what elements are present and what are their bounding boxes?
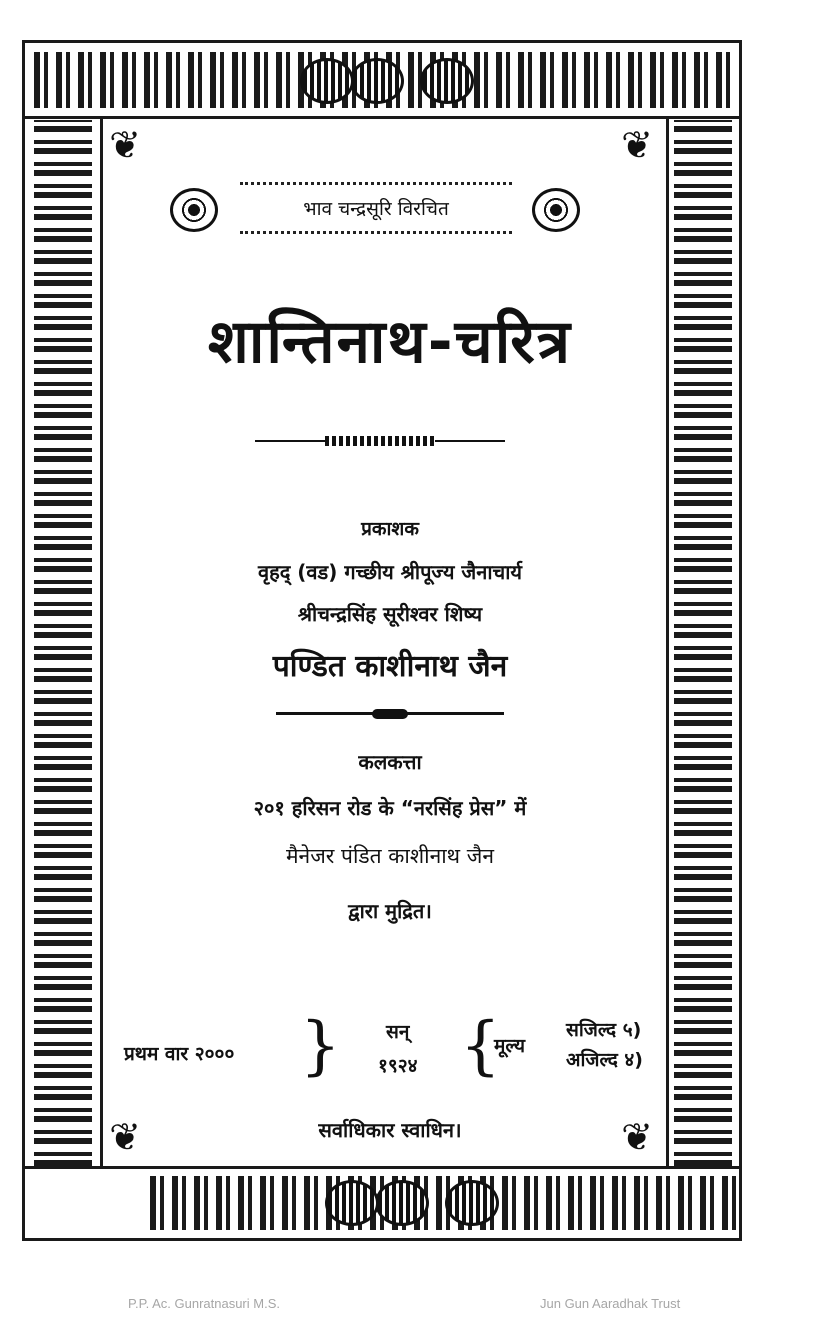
printer-manager: मैनेजर पंडित काशीनाथ जैन — [285, 844, 495, 868]
printer-address: २०१ हरिसन रोड के “नरसिंह प्रेस” में — [253, 796, 527, 820]
footer-right: Jun Gun Aaradhak Trust — [540, 1296, 681, 1311]
corner-flourish-icon: ❦ — [109, 123, 141, 167]
byline-frame — [170, 180, 582, 240]
brace-left-icon: { — [460, 1009, 501, 1083]
rights-notice: सर्वाधिकार स्वाधिन। — [318, 1118, 462, 1142]
price-unbound: अजिल्द ४) — [566, 1049, 643, 1071]
corner-flourish-icon: ❦ — [621, 1115, 653, 1159]
divider-ornament — [255, 436, 505, 446]
publisher-name: पण्डित काशीनाथ जैन — [272, 649, 508, 684]
price-label: मूल्य — [494, 1035, 526, 1057]
corner-flourish-icon: ❦ — [109, 1115, 141, 1159]
corner-flourish-icon: ❦ — [621, 123, 653, 167]
divider-rule — [276, 709, 504, 719]
publisher-line2: श्रीचन्द्रसिंह सूरीश्वर शिष्य — [297, 602, 483, 626]
year: १९२४ — [378, 1055, 418, 1077]
rosette-icon — [170, 188, 218, 232]
byline: भाव चन्द्रसूरि विरचित — [303, 198, 449, 220]
rosette-icon — [532, 188, 580, 232]
printer-printed-by: द्वारा मुद्रित। — [348, 899, 432, 923]
price-bound: सजिल्द ५) — [566, 1019, 642, 1041]
brace-right-icon: } — [300, 1009, 341, 1083]
publisher-line1: वृहद् (वड) गच्छीय श्रीपूज्य जैनाचार्य — [257, 560, 523, 584]
publisher-label: प्रकाशक — [361, 518, 419, 540]
print-run: प्रथम वार २००० — [124, 1043, 235, 1065]
page-title: शान्तिनाथ-चरित्र — [208, 307, 572, 377]
year-label: सन् — [386, 1021, 410, 1043]
footer-left: P.P. Ac. Gunratnasuri M.S. — [128, 1296, 280, 1311]
printer-city: कलकत्ता — [358, 750, 422, 774]
